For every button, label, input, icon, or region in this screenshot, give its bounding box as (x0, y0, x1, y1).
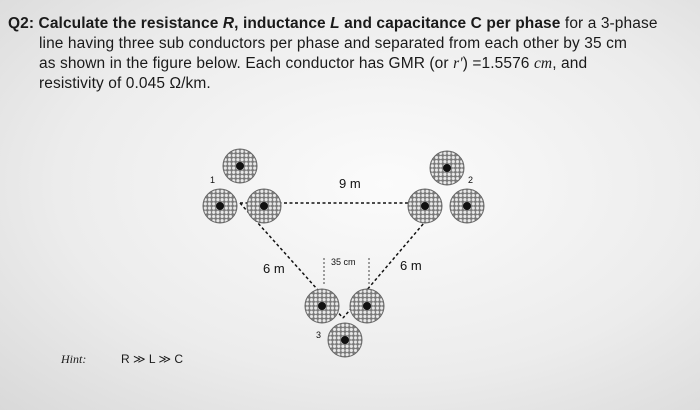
phase-3-label: 3 (316, 330, 322, 340)
conductor-phase3-right (350, 289, 384, 323)
hint-label: Hint: (61, 352, 87, 366)
unit-cm: cm (533, 55, 553, 72)
phase-2-label: 2 (468, 175, 474, 185)
question-line1-suffix: for a 3-phase (560, 15, 658, 32)
left-distance-label: 6 m (263, 261, 285, 276)
conductor-phase3-bottom (328, 323, 362, 357)
symbol-r-prime: r′ (453, 55, 463, 72)
conductor-phase2-top (430, 151, 464, 185)
phase-1-label: 1 (210, 175, 216, 185)
question-sep-1: , inductance (234, 15, 331, 32)
conductor-phase2-left (408, 189, 442, 223)
conductor-phase2-right (450, 189, 484, 223)
symbol-L: L (330, 15, 340, 32)
question-lead: Q2: Calculate the resistance (8, 15, 223, 32)
question-line3-a: as shown in the figure below. Each conductor has GMR (or (39, 55, 454, 72)
conductor-phase1-top (223, 149, 257, 183)
question-line3-c: , and (552, 55, 588, 72)
conductor-phase3-left (305, 289, 339, 323)
symbol-R: R (222, 15, 235, 32)
right-distance-label: 6 m (400, 258, 422, 273)
question-line3-b: ) =1.5576 (462, 55, 534, 72)
conductor-phase1-left (203, 189, 237, 223)
question-line-2: line having three sub conductors per phase and separated from each other by 35 cm (39, 35, 627, 52)
top-distance-label: 9 m (339, 176, 361, 191)
conductor-phase1-right (247, 189, 281, 223)
question-line-4: resistivity of 0.045 Ω/km. (39, 75, 211, 92)
question-sep-2: and capacitance C per phase (339, 15, 561, 32)
sub-spacing-label: 35 cm (331, 257, 356, 267)
hint-expression: R ≫ L ≫ C (121, 352, 184, 366)
